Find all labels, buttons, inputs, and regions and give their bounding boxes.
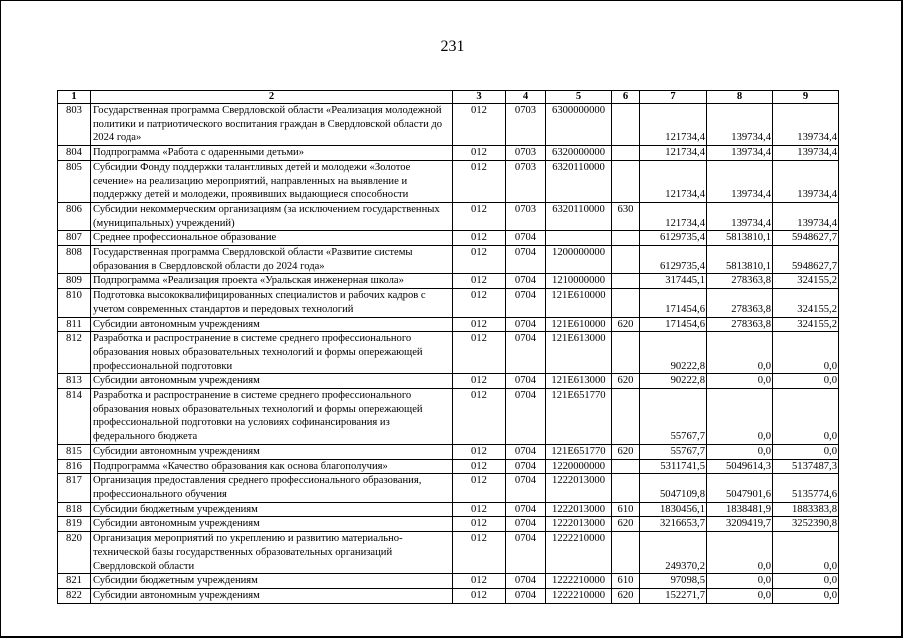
table-row: [58, 274, 839, 289]
target-code-cell: 121Е651770: [546, 444, 612, 459]
table-row: [58, 502, 839, 517]
amount-year3-cell: 1883383,8: [773, 502, 839, 517]
expense-type-cell: 610: [612, 574, 640, 589]
target-code-cell: 1222013000: [546, 474, 612, 502]
expense-type-cell: [612, 459, 640, 474]
amount-year1-cell: 6129735,4: [640, 246, 707, 274]
ministry-code-cell: 012: [453, 502, 506, 517]
column-header: 4: [506, 91, 546, 104]
section-code-cell: 0704: [506, 274, 546, 289]
section-code-cell: 0704: [506, 459, 546, 474]
page-number: 231: [440, 38, 465, 55]
section-code-cell: 0703: [506, 104, 546, 146]
amount-year1-cell: 121734,4: [640, 202, 707, 230]
amount-year2-cell: 278363,8: [707, 274, 773, 289]
ministry-code-cell: 012: [453, 332, 506, 374]
row-number-cell: 815: [58, 444, 91, 459]
amount-year1-cell: 55767,7: [640, 444, 707, 459]
row-name-cell: Разработка и распространение в системе среднего профессионального образования новых образовательных технологий и формы опережающей профессиональной подготовки на условиях софинансирования из федерального бюджета: [91, 389, 453, 445]
target-code-cell: 6300000000: [546, 104, 612, 146]
section-code-cell: 0704: [506, 502, 546, 517]
row-number-cell: 817: [58, 474, 91, 502]
amount-year3-cell: 139734,4: [773, 160, 839, 202]
row-name-cell: Субсидии бюджетным учреждениям: [91, 502, 453, 517]
amount-year3-cell: 0,0: [773, 574, 839, 589]
row-name-cell: Субсидии некоммерческим организациям (за исключением государственных (муниципальных) учреждений): [91, 202, 453, 230]
table-row: [58, 517, 839, 532]
amount-year1-cell: 97098,5: [640, 574, 707, 589]
amount-year2-cell: 5049614,3: [707, 459, 773, 474]
target-code-cell: 6320000000: [546, 146, 612, 161]
amount-year2-cell: 139734,4: [707, 104, 773, 146]
amount-year2-cell: 0,0: [707, 374, 773, 389]
header-row: [58, 91, 839, 104]
table-row: [58, 459, 839, 474]
row-name-cell: Подпрограмма «Работа с одаренными детьми»: [91, 146, 453, 161]
table-row: [58, 474, 839, 502]
row-name-cell: Субсидии автономным учреждениям: [91, 444, 453, 459]
target-code-cell: 1222210000: [546, 588, 612, 603]
row-number-cell: 808: [58, 246, 91, 274]
row-number-cell: 819: [58, 517, 91, 532]
amount-year2-cell: 278363,8: [707, 317, 773, 332]
target-code-cell: 121Е610000: [546, 289, 612, 317]
expense-type-cell: 620: [612, 444, 640, 459]
expense-type-cell: [612, 104, 640, 146]
amount-year2-cell: 5813810,1: [707, 246, 773, 274]
amount-year1-cell: 90222,8: [640, 332, 707, 374]
row-number-cell: 822: [58, 588, 91, 603]
row-number-cell: 807: [58, 231, 91, 246]
target-code-cell: 1220000000: [546, 459, 612, 474]
row-name-cell: Подпрограмма «Реализация проекта «Уральская инженерная школа»: [91, 274, 453, 289]
table-row: [58, 574, 839, 589]
target-code-cell: [546, 231, 612, 246]
amount-year3-cell: 5948627,7: [773, 231, 839, 246]
expense-type-cell: 630: [612, 202, 640, 230]
table-row: [58, 374, 839, 389]
table-body: [58, 104, 839, 604]
row-number-cell: 810: [58, 289, 91, 317]
ministry-code-cell: 012: [453, 231, 506, 246]
table-row: [58, 231, 839, 246]
amount-year1-cell: 121734,4: [640, 160, 707, 202]
ministry-code-cell: 012: [453, 374, 506, 389]
row-number-cell: 803: [58, 104, 91, 146]
target-code-cell: 121Е613000: [546, 332, 612, 374]
row-name-cell: Государственная программа Свердловской области «Реализация молодежной политики и патриотического воспитания граждан в Свердловской области до 2024 года»: [91, 104, 453, 146]
section-code-cell: 0703: [506, 160, 546, 202]
section-code-cell: 0704: [506, 289, 546, 317]
row-name-cell: Государственная программа Свердловской области «Развитие системы образования в Свердловской области до 2024 года»: [91, 246, 453, 274]
expense-type-cell: 620: [612, 588, 640, 603]
ministry-code-cell: 012: [453, 574, 506, 589]
row-name-cell: Субсидии Фонду поддержки талантливых детей и молодежи «Золотое сечение» на реализацию мероприятий, направленных на выявление и поддержку детей и молодежи, проявивших выдающиеся способности: [91, 160, 453, 202]
section-code-cell: 0704: [506, 574, 546, 589]
row-name-cell: Субсидии бюджетным учреждениям: [91, 574, 453, 589]
section-code-cell: 0704: [506, 246, 546, 274]
expense-type-cell: 610: [612, 502, 640, 517]
row-name-cell: Субсидии автономным учреждениям: [91, 588, 453, 603]
amount-year1-cell: 152271,7: [640, 588, 707, 603]
ministry-code-cell: 012: [453, 246, 506, 274]
target-code-cell: 1222013000: [546, 517, 612, 532]
ministry-code-cell: 012: [453, 160, 506, 202]
amount-year3-cell: 0,0: [773, 532, 839, 574]
row-name-cell: Субсидии автономным учреждениям: [91, 317, 453, 332]
ministry-code-cell: 012: [453, 317, 506, 332]
amount-year2-cell: 0,0: [707, 532, 773, 574]
section-code-cell: 0704: [506, 588, 546, 603]
table-row: [58, 588, 839, 603]
expense-type-cell: 620: [612, 517, 640, 532]
row-number-cell: 812: [58, 332, 91, 374]
amount-year2-cell: 139734,4: [707, 160, 773, 202]
row-name-cell: Подготовка высококвалифицированных специалистов и рабочих кадров с учетом современных стандартов и передовых технологий: [91, 289, 453, 317]
ministry-code-cell: 012: [453, 459, 506, 474]
amount-year2-cell: 5813810,1: [707, 231, 773, 246]
amount-year1-cell: 55767,7: [640, 389, 707, 445]
ministry-code-cell: 012: [453, 444, 506, 459]
amount-year2-cell: 5047901,6: [707, 474, 773, 502]
expense-type-cell: [612, 274, 640, 289]
table-row: [58, 444, 839, 459]
table-row: [58, 246, 839, 274]
table-row: [58, 202, 839, 230]
amount-year1-cell: 90222,8: [640, 374, 707, 389]
target-code-cell: 1210000000: [546, 274, 612, 289]
amount-year3-cell: 5137487,3: [773, 459, 839, 474]
section-code-cell: 0703: [506, 146, 546, 161]
amount-year3-cell: 5948627,7: [773, 246, 839, 274]
amount-year3-cell: 0,0: [773, 374, 839, 389]
section-code-cell: 0704: [506, 332, 546, 374]
target-code-cell: 6320110000: [546, 202, 612, 230]
expense-type-cell: [612, 332, 640, 374]
row-number-cell: 821: [58, 574, 91, 589]
ministry-code-cell: 012: [453, 274, 506, 289]
row-name-cell: Организация предоставления среднего профессионального образования, профессионального обучения: [91, 474, 453, 502]
ministry-code-cell: 012: [453, 289, 506, 317]
row-name-cell: Субсидии автономным учреждениям: [91, 374, 453, 389]
column-header: 3: [453, 91, 506, 104]
amount-year2-cell: 1838481,9: [707, 502, 773, 517]
target-code-cell: 1222210000: [546, 532, 612, 574]
table-row: [58, 317, 839, 332]
expense-type-cell: 620: [612, 317, 640, 332]
amount-year3-cell: 5135774,6: [773, 474, 839, 502]
row-number-cell: 820: [58, 532, 91, 574]
section-code-cell: 0704: [506, 231, 546, 246]
expense-type-cell: 620: [612, 374, 640, 389]
column-header: 8: [707, 91, 773, 104]
ministry-code-cell: 012: [453, 146, 506, 161]
table-row: [58, 389, 839, 445]
section-code-cell: 0704: [506, 444, 546, 459]
column-header: 2: [91, 91, 453, 104]
amount-year3-cell: 0,0: [773, 444, 839, 459]
table-row: [58, 104, 839, 146]
target-code-cell: 121Е613000: [546, 374, 612, 389]
amount-year1-cell: 121734,4: [640, 104, 707, 146]
row-name-cell: Разработка и распространение в системе среднего профессионального образования новых образовательных технологий и формы опережающей профессиональной подготовки: [91, 332, 453, 374]
ministry-code-cell: 012: [453, 389, 506, 445]
ministry-code-cell: 012: [453, 517, 506, 532]
amount-year3-cell: 0,0: [773, 588, 839, 603]
row-number-cell: 811: [58, 317, 91, 332]
section-code-cell: 0704: [506, 474, 546, 502]
amount-year2-cell: 0,0: [707, 574, 773, 589]
expense-type-cell: [612, 231, 640, 246]
target-code-cell: 1222013000: [546, 502, 612, 517]
section-code-cell: 0704: [506, 374, 546, 389]
amount-year1-cell: 1830456,1: [640, 502, 707, 517]
amount-year1-cell: 121734,4: [640, 146, 707, 161]
section-code-cell: 0704: [506, 532, 546, 574]
target-code-cell: 1222210000: [546, 574, 612, 589]
amount-year2-cell: 3209419,7: [707, 517, 773, 532]
target-code-cell: 121Е651770: [546, 389, 612, 445]
amount-year1-cell: 3216653,7: [640, 517, 707, 532]
row-number-cell: 806: [58, 202, 91, 230]
column-header: 6: [612, 91, 640, 104]
amount-year2-cell: 278363,8: [707, 289, 773, 317]
budget-table: [57, 90, 839, 604]
section-code-cell: 0704: [506, 317, 546, 332]
amount-year1-cell: 6129735,4: [640, 231, 707, 246]
target-code-cell: 121Е610000: [546, 317, 612, 332]
expense-type-cell: [612, 474, 640, 502]
amount-year3-cell: 324155,2: [773, 274, 839, 289]
table-row: [58, 532, 839, 574]
amount-year2-cell: 0,0: [707, 332, 773, 374]
ministry-code-cell: 012: [453, 474, 506, 502]
amount-year2-cell: 0,0: [707, 389, 773, 445]
row-number-cell: 814: [58, 389, 91, 445]
amount-year3-cell: 3252390,8: [773, 517, 839, 532]
amount-year1-cell: 249370,2: [640, 532, 707, 574]
section-code-cell: 0704: [506, 517, 546, 532]
amount-year3-cell: 0,0: [773, 332, 839, 374]
row-number-cell: 805: [58, 160, 91, 202]
amount-year2-cell: 0,0: [707, 444, 773, 459]
column-header: 5: [546, 91, 612, 104]
column-header: 7: [640, 91, 707, 104]
table-row: [58, 332, 839, 374]
amount-year2-cell: 139734,4: [707, 202, 773, 230]
row-name-cell: Организация мероприятий по укреплению и развитию материально-технической базы государственных образовательных организаций Свердловской области: [91, 532, 453, 574]
amount-year1-cell: 317445,1: [640, 274, 707, 289]
amount-year3-cell: 139734,4: [773, 202, 839, 230]
row-name-cell: Среднее профессиональное образование: [91, 231, 453, 246]
ministry-code-cell: 012: [453, 202, 506, 230]
amount-year3-cell: 324155,2: [773, 289, 839, 317]
amount-year1-cell: 5047109,8: [640, 474, 707, 502]
expense-type-cell: [612, 146, 640, 161]
expense-type-cell: [612, 532, 640, 574]
table-row: [58, 289, 839, 317]
amount-year3-cell: 139734,4: [773, 146, 839, 161]
amount-year1-cell: 171454,6: [640, 289, 707, 317]
ministry-code-cell: 012: [453, 588, 506, 603]
row-number-cell: 809: [58, 274, 91, 289]
section-code-cell: 0703: [506, 202, 546, 230]
amount-year1-cell: 171454,6: [640, 317, 707, 332]
row-number-cell: 813: [58, 374, 91, 389]
expense-type-cell: [612, 389, 640, 445]
table-row: [58, 160, 839, 202]
target-code-cell: 6320110000: [546, 160, 612, 202]
column-header: 1: [58, 91, 91, 104]
row-name-cell: Подпрограмма «Качество образования как основа благополучия»: [91, 459, 453, 474]
amount-year2-cell: 139734,4: [707, 146, 773, 161]
ministry-code-cell: 012: [453, 104, 506, 146]
amount-year1-cell: 5311741,5: [640, 459, 707, 474]
row-number-cell: 804: [58, 146, 91, 161]
amount-year3-cell: 139734,4: [773, 104, 839, 146]
amount-year3-cell: 324155,2: [773, 317, 839, 332]
row-number-cell: 816: [58, 459, 91, 474]
section-code-cell: 0704: [506, 389, 546, 445]
expense-type-cell: [612, 289, 640, 317]
expense-type-cell: [612, 246, 640, 274]
amount-year3-cell: 0,0: [773, 389, 839, 445]
target-code-cell: 1200000000: [546, 246, 612, 274]
ministry-code-cell: 012: [453, 532, 506, 574]
amount-year2-cell: 0,0: [707, 588, 773, 603]
expense-type-cell: [612, 160, 640, 202]
row-number-cell: 818: [58, 502, 91, 517]
row-name-cell: Субсидии автономным учреждениям: [91, 517, 453, 532]
table-row: [58, 146, 839, 161]
column-header: 9: [773, 91, 839, 104]
